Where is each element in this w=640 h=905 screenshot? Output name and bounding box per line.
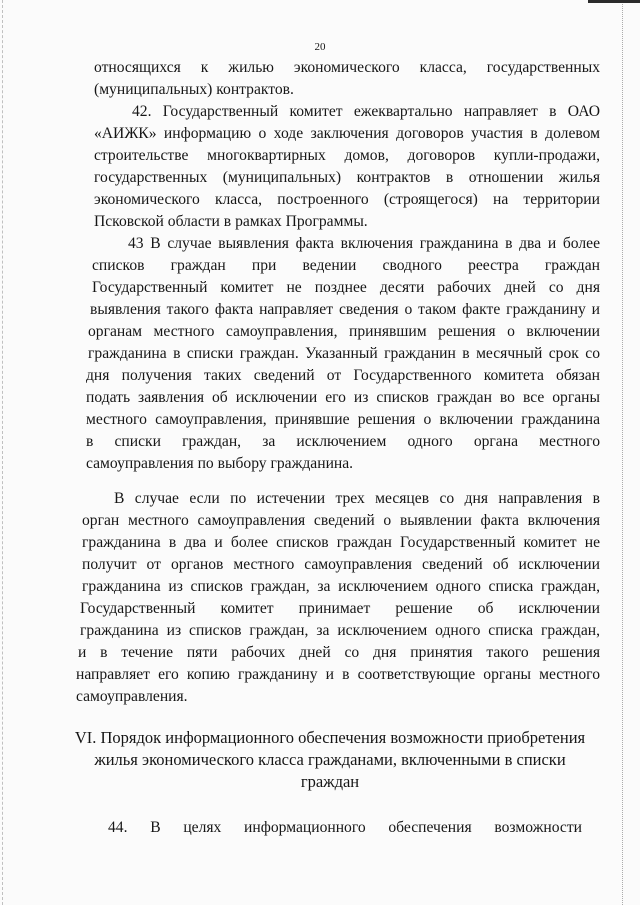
page-number: 20 — [314, 41, 326, 53]
text-line: «АИЖК» информацию о ходе заключения договоров участия в долевом — [94, 125, 600, 142]
text-line: Государственный комитет принимает решение об исключении — [80, 600, 600, 617]
section-heading-line: жилья экономического класса гражданами, включенными в списки — [94, 750, 566, 769]
text-line: гражданина в два и более списков граждан Государственный комитет не — [82, 534, 600, 551]
section-heading-line: граждан — [300, 772, 360, 791]
text-line: направляет его копию гражданину и в соответствующие органы местного — [76, 666, 600, 683]
text-line: В случае если по истечении трех месяцев со дня направления в — [114, 490, 600, 507]
paragraph-44-first-line: 44. В целях информационного обеспечения возможности — [108, 819, 582, 836]
text-line: списков граждан при ведении сводного реестра граждан — [92, 257, 600, 274]
text-line: строительстве многоквартирных домов, договоров купли-продажи, — [94, 147, 600, 164]
text-line: дня получения таких сведений от Государственного комитета обязан — [86, 367, 600, 384]
scan-edge-right — [622, 0, 623, 905]
text-line: гражданина из списков граждан, за исключением одного списка граждан, — [82, 578, 600, 595]
text-line: Государственный комитет не позднее десяти рабочих дней со дня — [92, 279, 600, 296]
text-line: 42. Государственный комитет ежеквартально направляет в ОАО — [132, 103, 600, 120]
text-line: относящихся к жилью экономического класса, государственных — [94, 59, 600, 76]
text-line: гражданина в списки граждан. Указанный гражданин в месячный срок со — [88, 345, 600, 362]
text-line: (муниципальных) контрактов. — [94, 81, 294, 98]
text-line: гражданина из списков граждан, за исключением одного списка граждан, — [80, 622, 600, 639]
text-line: подать заявления об исключении его из списков граждан во все органы — [86, 389, 600, 406]
section-heading-line: VI. Порядок информационного обеспечения возможности приобретения — [74, 728, 586, 747]
text-line: местного самоуправления, принявшие решения о включении гражданина — [86, 411, 600, 428]
text-line: экономического класса, построенного (строящегося) на территории — [94, 191, 600, 208]
text-line: выявления такого факта направляет сведения о таком факте гражданину и — [90, 301, 600, 318]
text-line: органам местного самоуправления, принявшим решения о включении — [88, 323, 600, 340]
text-line: государственных (муниципальных) контрактов в отношении жилья — [94, 169, 600, 186]
text-line: орган местного самоуправления сведений о выявлении факта включения — [82, 512, 600, 529]
text-line: получит от органов местного самоуправления сведений об исключении — [82, 556, 600, 573]
text-line: самоуправления по выбору гражданина. — [86, 455, 354, 472]
text-line: 43 В случае выявления факта включения гражданина в два и более — [128, 235, 600, 252]
text-line: и в течение пяти рабочих дней со дня принятия такого решения — [78, 644, 600, 661]
scan-corner-mark — [588, 0, 640, 10]
text-line: Псковской области в рамках Программы. — [94, 213, 368, 230]
text-line: самоуправления. — [76, 688, 188, 705]
scan-edge-left — [2, 0, 3, 905]
text-line: в списки граждан, за исключением одного органа местного — [86, 433, 600, 450]
